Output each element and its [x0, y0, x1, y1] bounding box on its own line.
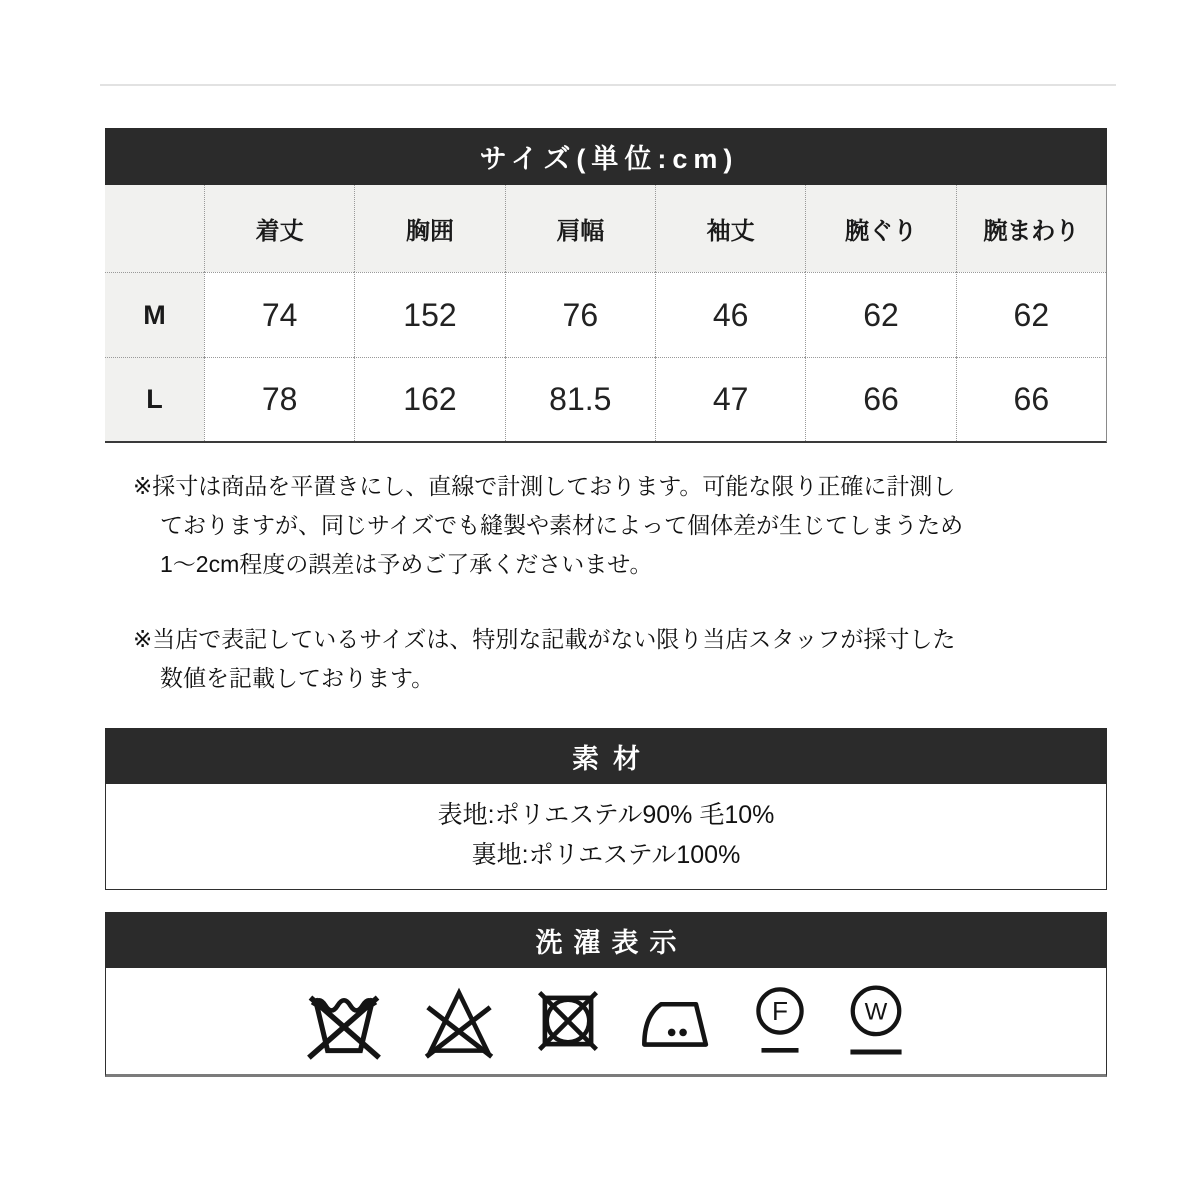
- size-table: [105, 185, 1107, 443]
- size-section-title: サイズ(単位:cm): [479, 144, 739, 174]
- column-header-sleeve: 袖丈: [655, 185, 805, 272]
- size-table-corner-cell: [105, 185, 204, 272]
- note-line: ておりますが、同じサイズでも縫製や素材によって個体差が生じてしまうため: [160, 512, 964, 538]
- wet-clean-letter: W: [864, 998, 888, 1026]
- do-not-tumble-dry-icon: [535, 988, 601, 1054]
- table-cell: 66: [956, 357, 1106, 441]
- table-cell: 62: [956, 272, 1106, 357]
- column-header-arm-circumference: 腕まわり: [956, 185, 1106, 272]
- note-line: 1〜2cm程度の誤差は予めご了承くださいませ。: [160, 551, 653, 577]
- care-section: [105, 912, 1107, 1077]
- note-line: ※採寸は商品を平置きにし、直線で計測しております。可能な限り正確に計測し: [133, 473, 956, 499]
- column-header-chest: 胸囲: [354, 185, 504, 272]
- table-cell: 152: [354, 272, 504, 357]
- table-cell: 78: [204, 357, 354, 441]
- wet-clean-w-icon: [845, 982, 907, 1060]
- care-section-header: [105, 912, 1107, 968]
- table-cell: 74: [204, 272, 354, 357]
- do-not-bleach-icon: [421, 982, 497, 1060]
- table-cell: 81.5: [505, 357, 655, 441]
- table-cell: 76: [505, 272, 655, 357]
- note-line: ※当店で表記しているサイズは、特別な記載がない限り当店スタッフが採寸した: [133, 626, 956, 652]
- material-section-title: 素材: [572, 743, 654, 774]
- column-header-shoulder: 肩幅: [505, 185, 655, 272]
- row-label-m: M: [105, 272, 204, 357]
- table-cell: 162: [354, 357, 504, 441]
- size-section-header: [105, 128, 1107, 185]
- top-divider: [100, 84, 1116, 86]
- material-details: [105, 784, 1107, 890]
- iron-medium-icon: [639, 983, 715, 1059]
- table-cell: 66: [805, 357, 955, 441]
- measurement-note: [133, 467, 1053, 584]
- note-line: 数値を記載しております。: [160, 665, 435, 691]
- dry-clean-letter: F: [771, 996, 789, 1027]
- table-cell: 62: [805, 272, 955, 357]
- dry-clean-f-icon: [753, 982, 807, 1060]
- do-not-wash-icon: [305, 982, 383, 1060]
- size-section: [105, 128, 1107, 443]
- material-section: [105, 728, 1107, 890]
- table-cell: 46: [655, 272, 805, 357]
- care-symbols-row: [105, 968, 1107, 1077]
- row-label-l: L: [105, 357, 204, 441]
- material-section-header: [105, 728, 1107, 784]
- column-header-armhole: 腕ぐり: [805, 185, 955, 272]
- lining-fabric-line: 裏地:ポリエステル100%: [471, 841, 741, 869]
- table-cell: 47: [655, 357, 805, 441]
- outer-fabric-line: 表地:ポリエステル90% 毛10%: [437, 801, 775, 829]
- column-header-length: 着丈: [204, 185, 354, 272]
- sizing-policy-note: [133, 620, 1053, 698]
- care-section-title: 洗濯表示: [535, 927, 688, 958]
